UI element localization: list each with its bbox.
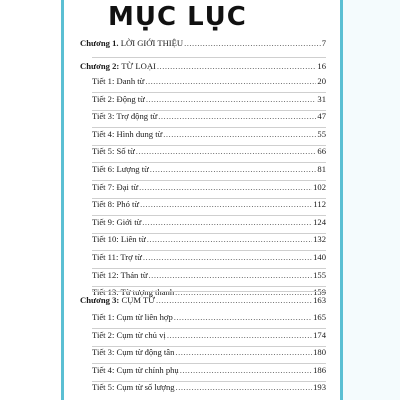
right-border-line xyxy=(340,0,343,400)
section-row[interactable] xyxy=(92,347,326,363)
section-label: Tiết 1: Cụm từ liên hợp xyxy=(92,312,173,322)
section-label: Tiết 5: Cụm từ số lượng xyxy=(92,382,175,393)
dot-leader xyxy=(140,199,312,209)
section-label: Tiết 8: Phó từ xyxy=(92,199,140,210)
section-row[interactable] xyxy=(92,252,326,268)
page-number: 81 xyxy=(317,164,326,174)
section-label: Tiết 4: Hình dung từ xyxy=(92,128,163,139)
dot-leader xyxy=(145,76,316,86)
page-number: 112 xyxy=(313,199,326,210)
page-number: 155 xyxy=(313,269,326,280)
chapter-prefix: Chương 3: xyxy=(80,295,120,305)
page-number: 180 xyxy=(313,347,326,358)
section-row[interactable] xyxy=(92,312,326,328)
section-row[interactable] xyxy=(92,76,326,92)
section-row[interactable] xyxy=(92,365,326,381)
dot-leader xyxy=(176,382,313,392)
page-number: 55 xyxy=(317,128,326,139)
dot-leader xyxy=(147,234,312,244)
section-label: Tiết 13: Từ tượng thanh xyxy=(92,287,175,298)
section-row[interactable] xyxy=(92,164,326,180)
chapter-name: TỪ LOẠI xyxy=(121,61,156,71)
section-row[interactable] xyxy=(92,182,326,198)
page-number: 16 xyxy=(317,61,326,71)
section-row[interactable] xyxy=(92,217,326,233)
dot-leader xyxy=(158,111,316,121)
chapter-row[interactable] xyxy=(80,61,326,77)
page-number: 7 xyxy=(321,38,326,48)
dot-leader xyxy=(180,365,312,375)
chapter-label xyxy=(80,295,155,305)
dot-leader xyxy=(156,295,312,305)
page-number: 140 xyxy=(313,252,326,262)
left-border-line xyxy=(61,0,64,400)
dot-leader xyxy=(150,164,317,174)
section-row[interactable] xyxy=(92,129,326,145)
section-label: Tiết 7: Đại từ xyxy=(92,181,139,192)
divider xyxy=(92,291,326,292)
dot-leader xyxy=(143,252,312,262)
section-label: Tiết 2: Cụm từ chủ vị xyxy=(92,329,166,340)
page-number: 47 xyxy=(317,111,326,122)
section-label: Tiết 12: Thán từ xyxy=(92,269,148,280)
page-number: 132 xyxy=(313,234,326,245)
page-number: 31 xyxy=(317,93,326,104)
section-label: Tiết 4: Cụm từ chính phụ xyxy=(92,364,179,375)
page-number: 159 xyxy=(313,287,326,298)
section-row[interactable] xyxy=(92,270,326,286)
section-row[interactable] xyxy=(92,94,326,110)
page-number: 174 xyxy=(313,329,326,340)
dot-leader xyxy=(136,146,317,156)
chapter-label xyxy=(80,38,183,48)
section-row[interactable] xyxy=(92,199,326,215)
dot-leader xyxy=(175,347,312,357)
divider xyxy=(92,57,326,58)
page-number: 165 xyxy=(313,312,326,322)
dot-leader xyxy=(174,312,312,322)
page-number: 66 xyxy=(317,146,326,157)
section-label: Tiết 10: Liên từ xyxy=(92,234,146,245)
section-label: Tiết 11: Trợ từ xyxy=(92,252,142,262)
section-label: Tiết 6: Lượng từ xyxy=(92,164,149,174)
dot-leader xyxy=(157,61,317,71)
dot-leader xyxy=(139,182,312,192)
dot-leader xyxy=(163,129,316,139)
section-label: Tiết 1: Danh từ xyxy=(92,76,145,86)
page-number: 102 xyxy=(313,181,326,192)
dot-leader xyxy=(142,217,312,227)
page-number: 193 xyxy=(313,382,326,393)
section-label: Tiết 9: Giới từ xyxy=(92,216,142,227)
section-label: Tiết 2: Động từ xyxy=(92,93,145,104)
dot-leader xyxy=(149,270,313,280)
chapter-label xyxy=(80,61,156,71)
chapter-name: LỜI GIỚI THIỆU xyxy=(120,38,184,48)
section-row[interactable] xyxy=(92,234,326,250)
page-margin xyxy=(343,0,400,400)
section-row[interactable] xyxy=(92,330,326,346)
dot-leader xyxy=(146,94,317,104)
chapter-row[interactable] xyxy=(80,295,326,311)
page-number: 163 xyxy=(313,295,326,305)
section-label: Tiết 3: Trợ động từ xyxy=(92,111,158,122)
page-title: MỤC LỤC xyxy=(108,2,247,32)
page-number: 124 xyxy=(313,216,326,227)
chapter-prefix: Chương 1. xyxy=(80,38,119,48)
chapter-prefix: Chương 2: xyxy=(80,61,120,71)
chapter-name: CỤM TỪ xyxy=(121,295,155,305)
section-label: Tiết 3: Cụm từ động tân xyxy=(92,347,175,358)
chapter-row[interactable] xyxy=(80,38,326,54)
section-row[interactable] xyxy=(92,382,326,398)
dot-leader xyxy=(167,330,312,340)
dot-leader xyxy=(184,38,321,48)
section-label: Tiết 5: Số từ xyxy=(92,146,135,157)
section-row[interactable] xyxy=(92,111,326,127)
section-row[interactable] xyxy=(92,146,326,162)
page-number: 186 xyxy=(313,364,326,375)
page-number: 20 xyxy=(317,76,326,86)
